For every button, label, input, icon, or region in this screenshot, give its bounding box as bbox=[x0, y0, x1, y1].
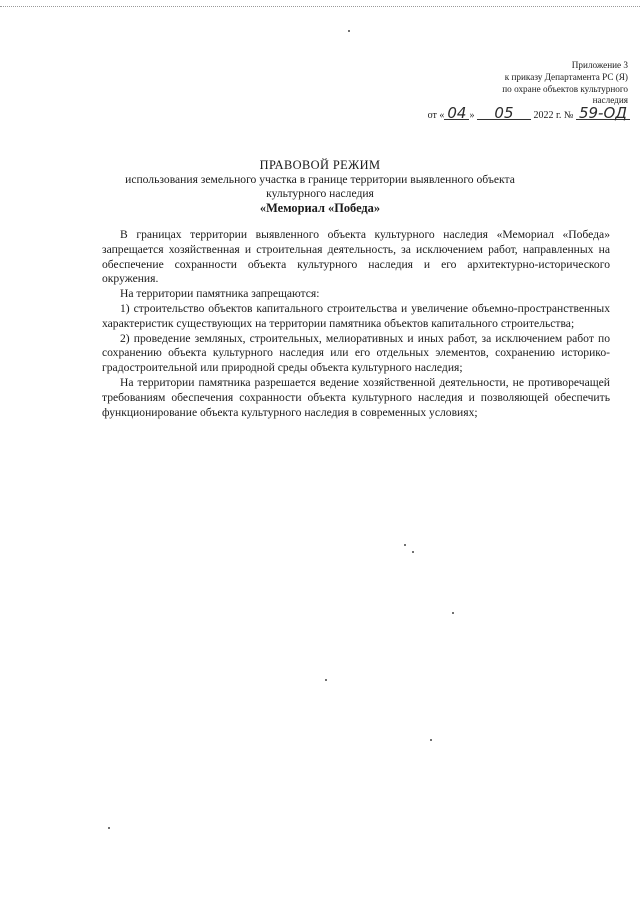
document-subtitle-1: использования земельного участка в границе территории выявленного объекта bbox=[125, 173, 515, 186]
speck bbox=[452, 612, 454, 614]
appendix-line-2: к приказу Департамента РС (Я) bbox=[504, 71, 628, 82]
date-day-handwritten: 04 bbox=[444, 107, 469, 120]
document-title: ПРАВОВОЙ РЕЖИМ bbox=[259, 158, 381, 172]
paragraph-2: На территории памятника запрещаются: bbox=[120, 287, 320, 301]
paragraph-3: 1) строительство объектов капитального строительства и увеличение объемно-пространственных характеристик существующих на территории памятника объектов капитального строительства; bbox=[102, 301, 610, 330]
object-name: «Мемориал «Победа» bbox=[259, 201, 381, 215]
appendix-line-3: по охране объектов культурного bbox=[502, 83, 628, 94]
speck bbox=[325, 679, 327, 681]
order-date-line bbox=[427, 104, 630, 122]
order-number-handwritten: 59-ОД bbox=[576, 107, 630, 120]
speck bbox=[348, 30, 350, 32]
appendix-line-1: Приложение 3 bbox=[571, 60, 628, 70]
date-prefix: от « bbox=[427, 110, 445, 121]
date-month-handwritten: 05 bbox=[477, 107, 531, 120]
speck bbox=[430, 739, 432, 741]
speck bbox=[404, 544, 406, 546]
paragraph-5: На территории памятника разрешается ведение хозяйственной деятельности, не противоречащей требованиям обеспечения сохранности объекта культурного наследия и позволяющей обеспечить функционирование объекта культурного наследия в современных условиях; bbox=[102, 375, 610, 419]
paragraph-1: В границах территории выявленного объекта культурного наследия «Мемориал «Победа» запрещается хозяйственная и строительная деятельность, за исключением работ, направленных на обеспечение сохранности объекта культурного наследия и его архитектурно-исторического окружения. bbox=[102, 228, 610, 286]
appendix-line-4: наследия bbox=[592, 95, 628, 106]
date-mid: » bbox=[469, 110, 475, 121]
document-subtitle-2: культурного наследия bbox=[266, 187, 374, 200]
date-year: 2022 г. № bbox=[533, 110, 574, 121]
scan-edge-line bbox=[0, 6, 640, 8]
speck bbox=[412, 551, 414, 553]
appendix-header bbox=[418, 60, 628, 107]
paragraph-4: 2) проведение земляных, строительных, мелиоративных и иных работ, за исключением работ по сохранению объекта культурного наследия или его отдельных элементов, сохранению историко-градостроительной или природной среды объекта культурного наследия; bbox=[102, 331, 610, 375]
document-body bbox=[102, 228, 610, 420]
speck bbox=[108, 827, 110, 829]
